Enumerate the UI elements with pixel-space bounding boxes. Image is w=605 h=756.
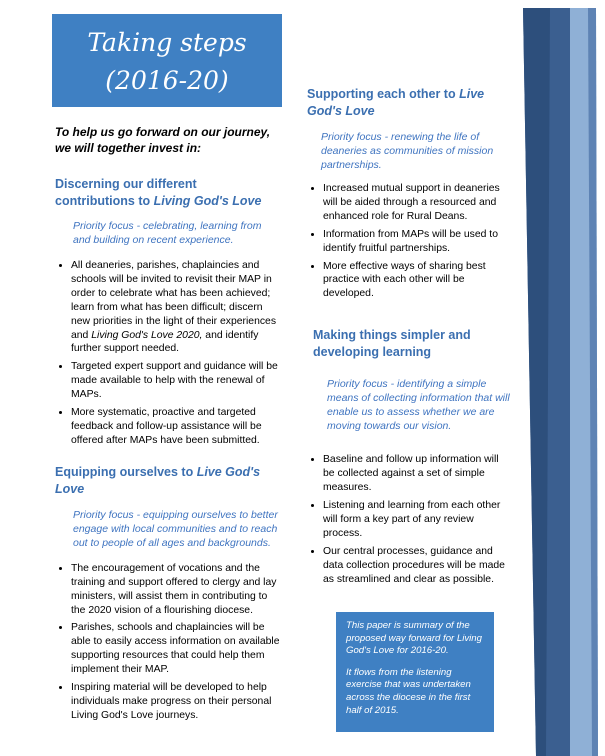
- heading-italic: God's Love: [307, 104, 375, 118]
- heading-italic: Living God's Love: [153, 194, 262, 208]
- heading-italic: Live God's: [196, 464, 261, 479]
- heading-text: Supporting each other to: [307, 87, 460, 101]
- heading-italic: Love: [55, 481, 85, 496]
- section-heading-discerning: [55, 176, 280, 210]
- bullet-list-supporting: [307, 182, 512, 301]
- left-column: [55, 124, 280, 727]
- bullet-list-making-simpler: [307, 453, 512, 586]
- callout-paragraph-2: It flows from the listening exercise that was undertaken across the diocese in the first half of 2015.: [346, 666, 471, 716]
- section-heading-supporting: [307, 86, 512, 120]
- bullet-italic: Living God's Love 2020,: [91, 329, 203, 341]
- list-item: [71, 259, 280, 356]
- intro-line-1: To help us go forward on our journey,: [55, 125, 271, 139]
- list-item: • More effective ways of sharing best practice with each other will be developed.: [323, 260, 512, 302]
- list-item: • Baseline and follow up information will be collected against a set of simple measures.: [323, 453, 512, 495]
- list-item: • Our central processes, guidance and data collection procedures will be made as streamlined and clear as possible.: [323, 545, 512, 587]
- priority-focus-equipping: Priority focus - equipping ourselves to better engage with local communities and to reach out to people of all ages and backgrounds.: [73, 508, 278, 549]
- bullet-text: All deaneries, parishes, chaplaincies and schools will be invited to revisit their MAP in order to celebrate what has been achieved; learn from what has been difficult; discern new priorities in the light of their experiences and: [71, 260, 277, 341]
- heading-italic: Live: [459, 87, 485, 101]
- right-column: [307, 86, 512, 590]
- decorative-ribbon: [518, 0, 605, 756]
- intro-text: [55, 124, 280, 156]
- heading-text: Making things simpler and: [313, 328, 471, 343]
- bullet-list-discerning: [55, 259, 280, 448]
- heading-text: developing learning: [313, 345, 432, 360]
- list-item: • Parishes, schools and chaplaincies will be able to easily access information on available supporting resources that could help them implement their MAP.: [71, 621, 280, 677]
- heading-text: Discerning our different: [55, 177, 197, 191]
- title-line-1: Taking steps: [87, 28, 247, 57]
- heading-text: contributions to: [55, 194, 154, 208]
- section-heading-making-simpler: [307, 327, 512, 361]
- list-item: • Information from MAPs will be used to identify fruitful partnerships.: [323, 228, 512, 256]
- title-line-2: (2016-20): [105, 66, 229, 95]
- callout-paragraph-1: This paper is summary of the proposed way forward for Living God's Love for 2016-20.: [346, 620, 482, 657]
- heading-text: Equipping ourselves to: [55, 464, 197, 479]
- section-heading-equipping: [55, 464, 280, 498]
- bullet-list-equipping: [55, 562, 280, 723]
- list-item: • The encouragement of vocations and the training and support offered to clergy and lay ministers, will assist them in contributing to the 2020 vision of a flourishing diocese.: [71, 562, 280, 618]
- list-item: • Listening and learning from each other will form a key part of any review process.: [323, 499, 512, 541]
- priority-focus-supporting: Priority focus - renewing the life of deaneries as communities of mission partnerships.: [321, 131, 494, 171]
- bullet-text: and identify further support needed.: [71, 329, 259, 355]
- list-item: • Targeted expert support and guidance will be made available to help with the renewal of MAPs.: [71, 360, 280, 402]
- intro-line-2: we will together invest in:: [55, 141, 202, 155]
- priority-focus-discerning: Priority focus - celebrating, learning from and building on recent experience.: [73, 220, 262, 246]
- list-item: • More systematic, proactive and targeted feedback and follow-up assistance will be offered after MAPs have been submitted.: [71, 406, 280, 448]
- summary-callout: [336, 612, 494, 732]
- list-item: • Inspiring material will be developed to help individuals make progress on their personal Living God's Love journeys.: [71, 681, 280, 723]
- title-banner: [52, 14, 282, 107]
- priority-focus-making-simpler: Priority focus - identifying a simple means of collecting information that will enable us to assess whether we are moving towards our vision.: [327, 378, 510, 433]
- list-item: • Increased mutual support in deaneries will be aided through a resourced and enhanced role for Rural Deans.: [323, 182, 512, 224]
